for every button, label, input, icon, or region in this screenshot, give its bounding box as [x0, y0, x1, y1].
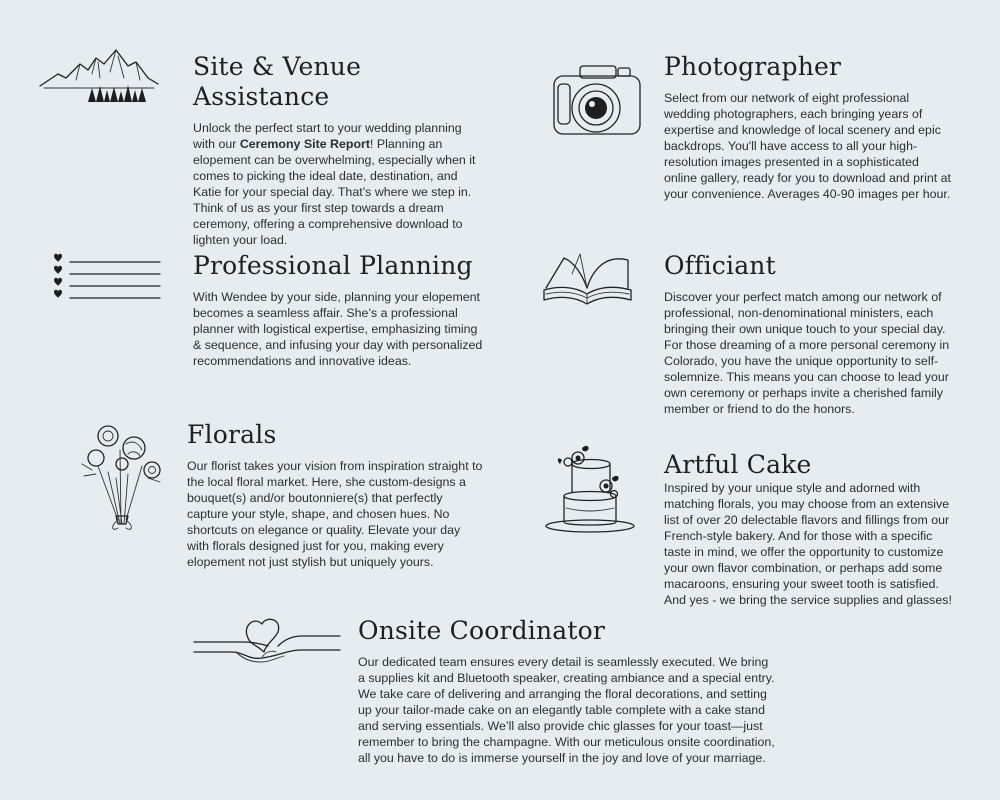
section-cake [664, 450, 954, 608]
section-officiant [664, 251, 954, 417]
camera-icon [550, 58, 645, 140]
section-title: Artful Cake [664, 450, 812, 479]
section-photographer [664, 52, 954, 202]
body-text: ! Planning an elopement can be overwhelming, especially when it comes to picking the ideal date, destination, and Katie for your special day. That’s where we step in. Think of us as your first step towards a dream ceremony, offering a comprehensive download to lighten your load. [193, 137, 476, 247]
section-body: Our florist takes your vision from inspiration straight to the local floral market. Here, she custom-designs a bouquet(s) and/or boutonniere(s) that perfectly capture your style, shape, and chosen hues. No shortcuts on elegance or quality. Elevate your day with florals designed just for you, making every elopement not just stylish but uniquely yours. [187, 459, 483, 569]
section-body: Our dedicated team ensures every detail is seamlessly executed. We bring a supplies kit and Bluetooth speaker, creating ambiance and a special entry. We take care of delivering and arranging the floral decorations, and setting up your tailor-made cake on an elegantly table complete with a cake stand and serving essentials. We’ll also provide chic glasses for your toast—just remember to bring the champagne. With our meticulous onsite coordination, all you have to do is immerse yourself in the joy and love of your marriage. [358, 655, 775, 765]
section-title: Officiant [664, 251, 776, 280]
section-planning [193, 251, 483, 369]
section-title: Professional Planning [193, 251, 473, 280]
section-coordinator [358, 616, 778, 766]
section-title: Florals [187, 420, 277, 449]
section-body: With Wendee by your side, planning your elopement becomes a seamless affair. She’s a professional planner with logistical expertise, emphasizing timing & sequence, and infusing your day with personalized recommendations and innovative ideas. [193, 290, 483, 368]
section-body: Inspired by your unique style and adorned with matching florals, you may choose from an extensive list of over 20 delectable flavors and fillings from our French-style bakery. And for those with a specific taste in mind, we offer the opportunity to customize your own flavor combination, or perhaps add some macaroons, ensuring your sweet tooth is satisfied. And yes - we bring the service supplies and glasses! [664, 481, 952, 607]
section-body: Discover your perfect match among our network of professional, non-denominational ministers, each bringing their own unique touch to your special day. For those dreaming of a more personal ceremony in Colorado, you have the unique opportunity to self-solemnize. This means you can choose to lead your own ceremony or perhaps invite a cherished family member or friend to do the honors. [664, 290, 950, 416]
mountains-icon [36, 44, 161, 106]
section-body [193, 120, 483, 248]
wedding-cake-icon [542, 438, 642, 536]
ceremony-site-report-link: Ceremony Site Report [239, 137, 370, 151]
section-title: Photographer [664, 52, 842, 81]
section-title: Site & Venue Assistance [193, 52, 362, 111]
section-title: Onsite Coordinator [358, 616, 606, 645]
body-text: Unlock the perfect start to your wedding planning with our [193, 121, 462, 151]
section-venue [193, 52, 483, 248]
open-book-icon [540, 248, 635, 310]
checklist-hearts-icon [50, 252, 165, 308]
section-body: Select from our network of eight professional wedding photographers, each bringing years of expertise and knowledge of local scenery and epic backdrops. You'll have access to all your high-resolution images presented in a sophisticated online gallery, ready for you to download and print at your convenience. Averages 40-90 images per hour. [664, 91, 951, 201]
bouquet-icon [72, 420, 167, 536]
section-florals [187, 420, 483, 570]
hands-heart-icon [192, 612, 342, 672]
